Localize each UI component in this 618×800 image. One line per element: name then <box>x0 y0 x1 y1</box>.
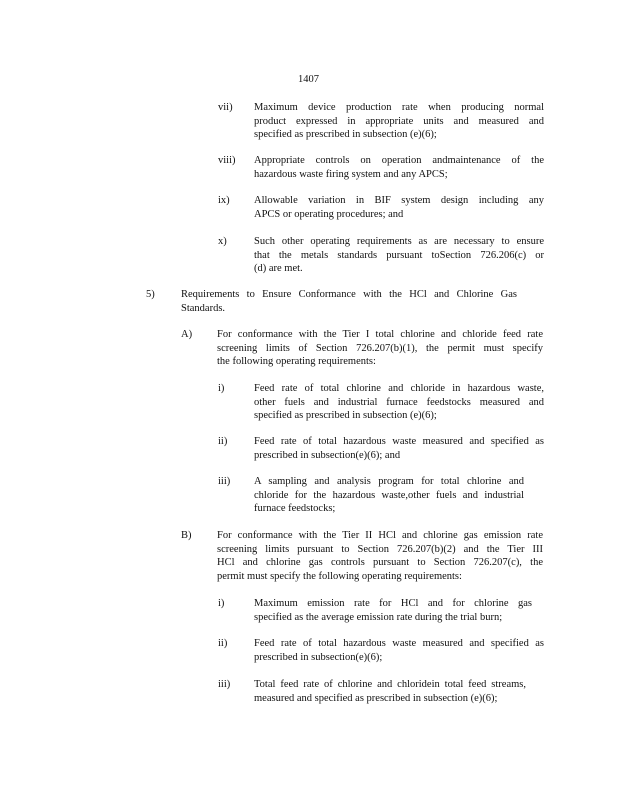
item-text: Feed rate of total hazardous waste measured and specified as prescribed in subsection(e)(6); <box>254 638 544 663</box>
item-text: Total feed rate of chlorine and chloridein total feed streams, measured and specified as prescribed in subsection (e)(6); <box>254 679 526 704</box>
item-number: ix) <box>218 195 230 206</box>
item-text: Feed rate of total chlorine and chloride in hazardous waste, other fuels and industrial furnace feedstocks measured and specified as prescribed in subsection (e)(6); <box>254 383 544 421</box>
item-number: x) <box>218 236 227 247</box>
section-heading: Requirements to Ensure Conformance with the HCl and Chlorine Gas Standards. <box>181 289 517 314</box>
item-text: A sampling and analysis program for total chlorine and chloride for the hazardous waste,other fuels and industrial furnace feedstocks; <box>254 476 524 514</box>
item-text: Maximum device production rate when producing normal product expressed in appropriate units and measured and specified as prescribed in subsection (e)(6); <box>254 102 544 140</box>
subsection-text: For conformance with the Tier I total chlorine and chloride feed rate screening limits of Section 726.207(b)(1), the permit must specify the following operating requirements: <box>217 329 543 367</box>
item-number: i) <box>218 383 225 394</box>
section-number: 5) <box>146 289 155 300</box>
item-number: iii) <box>218 679 231 690</box>
item-number: iii) <box>218 476 231 487</box>
item-text: Feed rate of total hazardous waste measured and specified as prescribed in subsection(e)(6); and <box>254 436 544 461</box>
item-text: Appropriate controls on operation andmaintenance of the hazardous waste firing system and any APCS; <box>254 155 544 180</box>
subsection-letter: B) <box>181 530 192 541</box>
subsection-text: For conformance with the Tier II HCl and chlorine gas emission rate screening limits pursuant to Section 726.207(b)(2) and the Tier III HCl and chlorine gas controls pursuant to Section 726.207(c), the permit must specify the following operating requirements: <box>217 530 543 582</box>
item-text: Allowable variation in BIF system design including any APCS or operating procedures; and <box>254 195 544 220</box>
item-number: viii) <box>218 155 236 166</box>
item-number: vii) <box>218 102 233 113</box>
item-number: ii) <box>218 638 228 649</box>
item-number: ii) <box>218 436 228 447</box>
item-text: Such other operating requirements as are necessary to ensure that the metals standards pursuant toSection 726.206(c) or (d) are met. <box>254 236 544 274</box>
page-number: 1407 <box>298 74 319 85</box>
item-text: Maximum emission rate for HCl and for chlorine gas specified as the average emission rate during the trial burn; <box>254 598 532 623</box>
item-number: i) <box>218 598 225 609</box>
subsection-letter: A) <box>181 329 193 340</box>
